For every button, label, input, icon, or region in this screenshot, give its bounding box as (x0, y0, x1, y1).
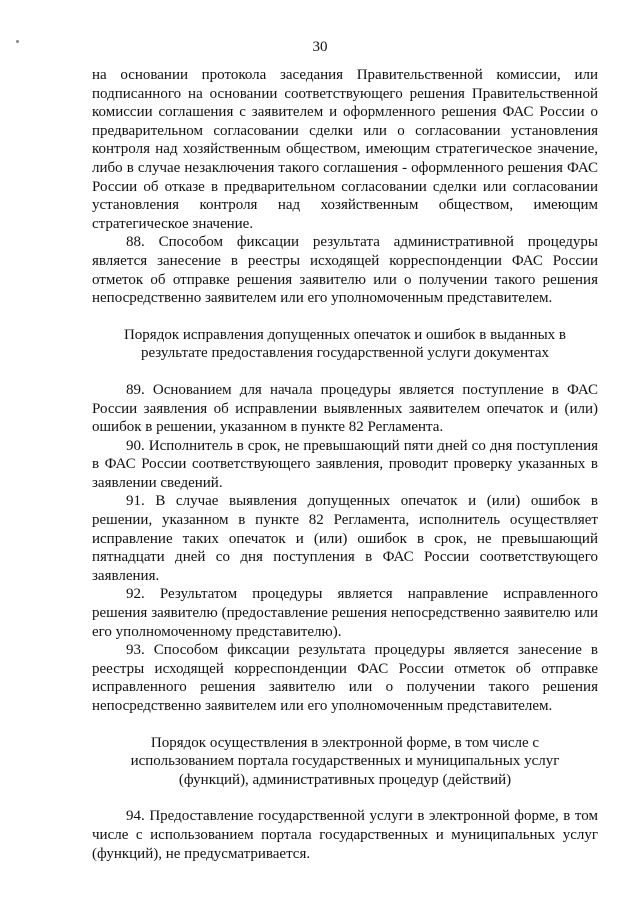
page-number: 30 (312, 39, 328, 55)
paragraph-90: 90. Исполнитель в срок, не превышающий пяти дней со дня поступления в ФАС России соответствующего заявления, проводит проверку указанных в заявлении сведений. (92, 437, 598, 491)
paragraph-91: 91. В случае выявления допущенных опечаток и (или) ошибок в решении, указанном в пункте 82 Регламента, исполнитель осуществляет исправление таких опечаток и (или) ошибок в срок, не превышающий пятнадцати дней со дня поступления в ФАС России соответствующего заявления. (92, 493, 598, 584)
paragraph-94: 94. Предоставление государственной услуги в электронной форме, в том числе с использованием портала государственных и муниципальных услуг (функций), не предусматривается. (92, 808, 598, 862)
paragraph-continued: на основании протокола заседания Правительственной комиссии, или подписанного на основании соответствующего решения Правительственной комиссии соглашения с заявителем и оформленного решения ФАС России о предварительном согласовании сделки или о согласовании установления контроля над хозяйственным обществом, имеющим стратегическое значение, либо в случае незаключения такого соглашения - оформленного решения ФАС России об отказе в предварительном согласовании сделки или согласовании установления контроля над хозяйственным обществом, имеющим стратегическое значение. (92, 67, 598, 232)
paragraph-89: 89. Основанием для начала процедуры является поступление в ФАС России заявления об исправлении выявленных заявителем опечаток и (или) ошибок в решении, указанном в пункте 82 Регламента. (92, 381, 598, 436)
section-heading-corrections: Порядок исправления допущенных опечаток и ошибок в выданных в результате предоставления государственной услуги документах (123, 326, 567, 362)
paragraph-88: 88. Способом фиксации результата административной процедуры является занесение в реестры исходящей корреспонденции ФАС России отметок об отправке решения заявителю или о получении такого решения непосредственно заявителем или его уполномоченным представителем. (92, 234, 598, 307)
section-heading-electronic-form: Порядок осуществления в электронной форме, в том числе с использованием портала государственных и муниципальных услуг (функций), административных процедур (действий) (130, 734, 560, 788)
paragraph-92: 92. Результатом процедуры является направление исправленного решения заявителю (предоставление решения непосредственно заявителю или его уполномоченному представителю). (92, 586, 598, 640)
document-body (92, 66, 598, 863)
paragraph-93: 93. Способом фиксации результата процедуры является занесение в реестры исходящей корреспонденции ФАС России отметок об отправке исправленного решения заявителю или о получении такого решения непосредственно заявителем или его уполномоченным представителем. (92, 642, 598, 714)
